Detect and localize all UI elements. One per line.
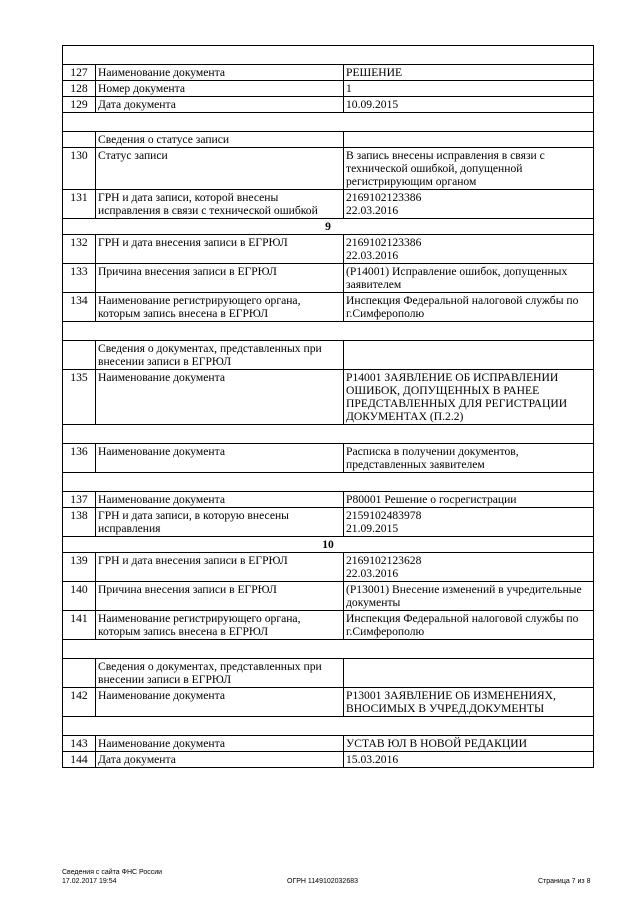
row-number: 143	[63, 736, 96, 752]
row-label: ГРН и дата записи, в которую внесены исправления	[96, 508, 344, 537]
table-row	[63, 444, 594, 473]
row-label: ГРН и дата внесения записи в ЕГРЮЛ	[96, 235, 344, 264]
egrul-records-table	[62, 45, 594, 768]
row-value	[344, 341, 594, 370]
blank-cell	[63, 717, 594, 736]
row-label: Статус записи	[96, 148, 344, 190]
blank-row	[63, 640, 594, 659]
table-row	[63, 293, 594, 322]
row-label: Наименование документа	[96, 688, 344, 717]
row-number: 127	[63, 65, 96, 81]
section-header-row	[63, 219, 594, 235]
blank-row	[63, 46, 594, 65]
blank-cell	[63, 322, 594, 341]
row-number: 138	[63, 508, 96, 537]
table-row	[63, 582, 594, 611]
table-row	[63, 148, 594, 190]
row-value: 2169102123628 22.03.2016	[344, 553, 594, 582]
table-row	[63, 659, 594, 688]
footer-ogrn: ОГРН 1149102032683	[287, 878, 358, 885]
footer-page-number: Страница 7 из 8	[538, 878, 591, 885]
row-label: ГРН и дата внесения записи в ЕГРЮЛ	[96, 553, 344, 582]
row-value: Р80001 Решение о госрегистрации	[344, 492, 594, 508]
table-row	[63, 508, 594, 537]
blank-cell	[63, 425, 594, 444]
footer-source	[62, 868, 162, 886]
blank-cell	[63, 640, 594, 659]
row-number: 129	[63, 97, 96, 113]
row-number: 132	[63, 235, 96, 264]
blank-row	[63, 717, 594, 736]
row-value	[344, 659, 594, 688]
row-label: Наименование регистрирующего органа, которым запись внесена в ЕГРЮЛ	[96, 293, 344, 322]
row-number: 128	[63, 81, 96, 97]
row-label: Наименование документа	[96, 444, 344, 473]
row-number: 135	[63, 370, 96, 425]
table-row	[63, 492, 594, 508]
row-value: Расписка в получении документов, представленных заявителем	[344, 444, 594, 473]
row-label: Наименование документа	[96, 370, 344, 425]
table-body	[63, 46, 594, 768]
row-value: 2169102123386 22.03.2016	[344, 190, 594, 219]
table-row	[63, 65, 594, 81]
blank-cell	[63, 473, 594, 492]
row-label: Номер документа	[96, 81, 344, 97]
row-label: Сведения о документах, представленных при внесении записи в ЕГРЮЛ	[96, 341, 344, 370]
table-row	[63, 688, 594, 717]
table-row	[63, 341, 594, 370]
row-value: Р13001 ЗАЯВЛЕНИЕ ОБ ИЗМЕНЕНИЯХ, ВНОСИМЫХ В УЧРЕД.ДОКУМЕНТЫ	[344, 688, 594, 717]
blank-cell	[63, 46, 594, 65]
row-number: 140	[63, 582, 96, 611]
row-label: Наименование документа	[96, 65, 344, 81]
row-value: Р14001 ЗАЯВЛЕНИЕ ОБ ИСПРАВЛЕНИИ ОШИБОК, ДОПУЩЕННЫХ В РАНЕЕ ПРЕДСТАВЛЕННЫХ ДЛЯ РЕГИСТРАЦИИ ДОКУМЕНТАХ (П.2.2)	[344, 370, 594, 425]
row-number: 136	[63, 444, 96, 473]
row-value: (Р14001) Исправление ошибок, допущенных заявителем	[344, 264, 594, 293]
table-row	[63, 264, 594, 293]
table-row	[63, 370, 594, 425]
row-label: Дата документа	[96, 752, 344, 768]
row-number: 137	[63, 492, 96, 508]
row-number: 134	[63, 293, 96, 322]
section-number: 9	[63, 219, 594, 235]
row-label: Наименование документа	[96, 736, 344, 752]
row-number: 131	[63, 190, 96, 219]
row-label: Причина внесения записи в ЕГРЮЛ	[96, 582, 344, 611]
row-value: (Р13001) Внесение изменений в учредительные документы	[344, 582, 594, 611]
table-row	[63, 132, 594, 148]
section-number: 10	[63, 537, 594, 553]
blank-row	[63, 473, 594, 492]
table-row	[63, 553, 594, 582]
row-value: Инспекция Федеральной налоговой службы по г.Симферополю	[344, 611, 594, 640]
blank-cell	[63, 113, 594, 132]
row-value: 1	[344, 81, 594, 97]
row-value: 15.03.2016	[344, 752, 594, 768]
row-label: Наименование регистрирующего органа, которым запись внесена в ЕГРЮЛ	[96, 611, 344, 640]
row-number: 139	[63, 553, 96, 582]
row-value: Инспекция Федеральной налоговой службы по г.Симферополю	[344, 293, 594, 322]
row-value: В запись внесены исправления в связи с технической ошибкой, допущенной регистрирующим органом	[344, 148, 594, 190]
row-number	[63, 132, 96, 148]
row-value: 10.09.2015	[344, 97, 594, 113]
row-value: 2159102483978 21.09.2015	[344, 508, 594, 537]
blank-row	[63, 113, 594, 132]
row-number	[63, 659, 96, 688]
footer-datetime: 17.02.2017 19:54	[62, 878, 117, 885]
row-label: Наименование документа	[96, 492, 344, 508]
table-row	[63, 611, 594, 640]
row-label: Дата документа	[96, 97, 344, 113]
table-row	[63, 752, 594, 768]
row-value: РЕШЕНИЕ	[344, 65, 594, 81]
table-row	[63, 97, 594, 113]
section-header-row	[63, 537, 594, 553]
row-number: 142	[63, 688, 96, 717]
table-row	[63, 235, 594, 264]
row-value: 2169102123386 22.03.2016	[344, 235, 594, 264]
footer-source-text: Сведения с сайта ФНС России	[62, 869, 163, 876]
row-number: 144	[63, 752, 96, 768]
row-label: Сведения о статусе записи	[96, 132, 344, 148]
row-label: ГРН и дата записи, которой внесены исправления в связи с технической ошибкой	[96, 190, 344, 219]
table-row	[63, 190, 594, 219]
row-value	[344, 132, 594, 148]
table-row	[63, 81, 594, 97]
row-value: УСТАВ ЮЛ В НОВОЙ РЕДАКЦИИ	[344, 736, 594, 752]
table-row	[63, 736, 594, 752]
row-number: 133	[63, 264, 96, 293]
row-label: Причина внесения записи в ЕГРЮЛ	[96, 264, 344, 293]
row-number: 141	[63, 611, 96, 640]
row-label: Сведения о документах, представленных при внесении записи в ЕГРЮЛ	[96, 659, 344, 688]
blank-row	[63, 322, 594, 341]
row-number: 130	[63, 148, 96, 190]
row-number	[63, 341, 96, 370]
blank-row	[63, 425, 594, 444]
